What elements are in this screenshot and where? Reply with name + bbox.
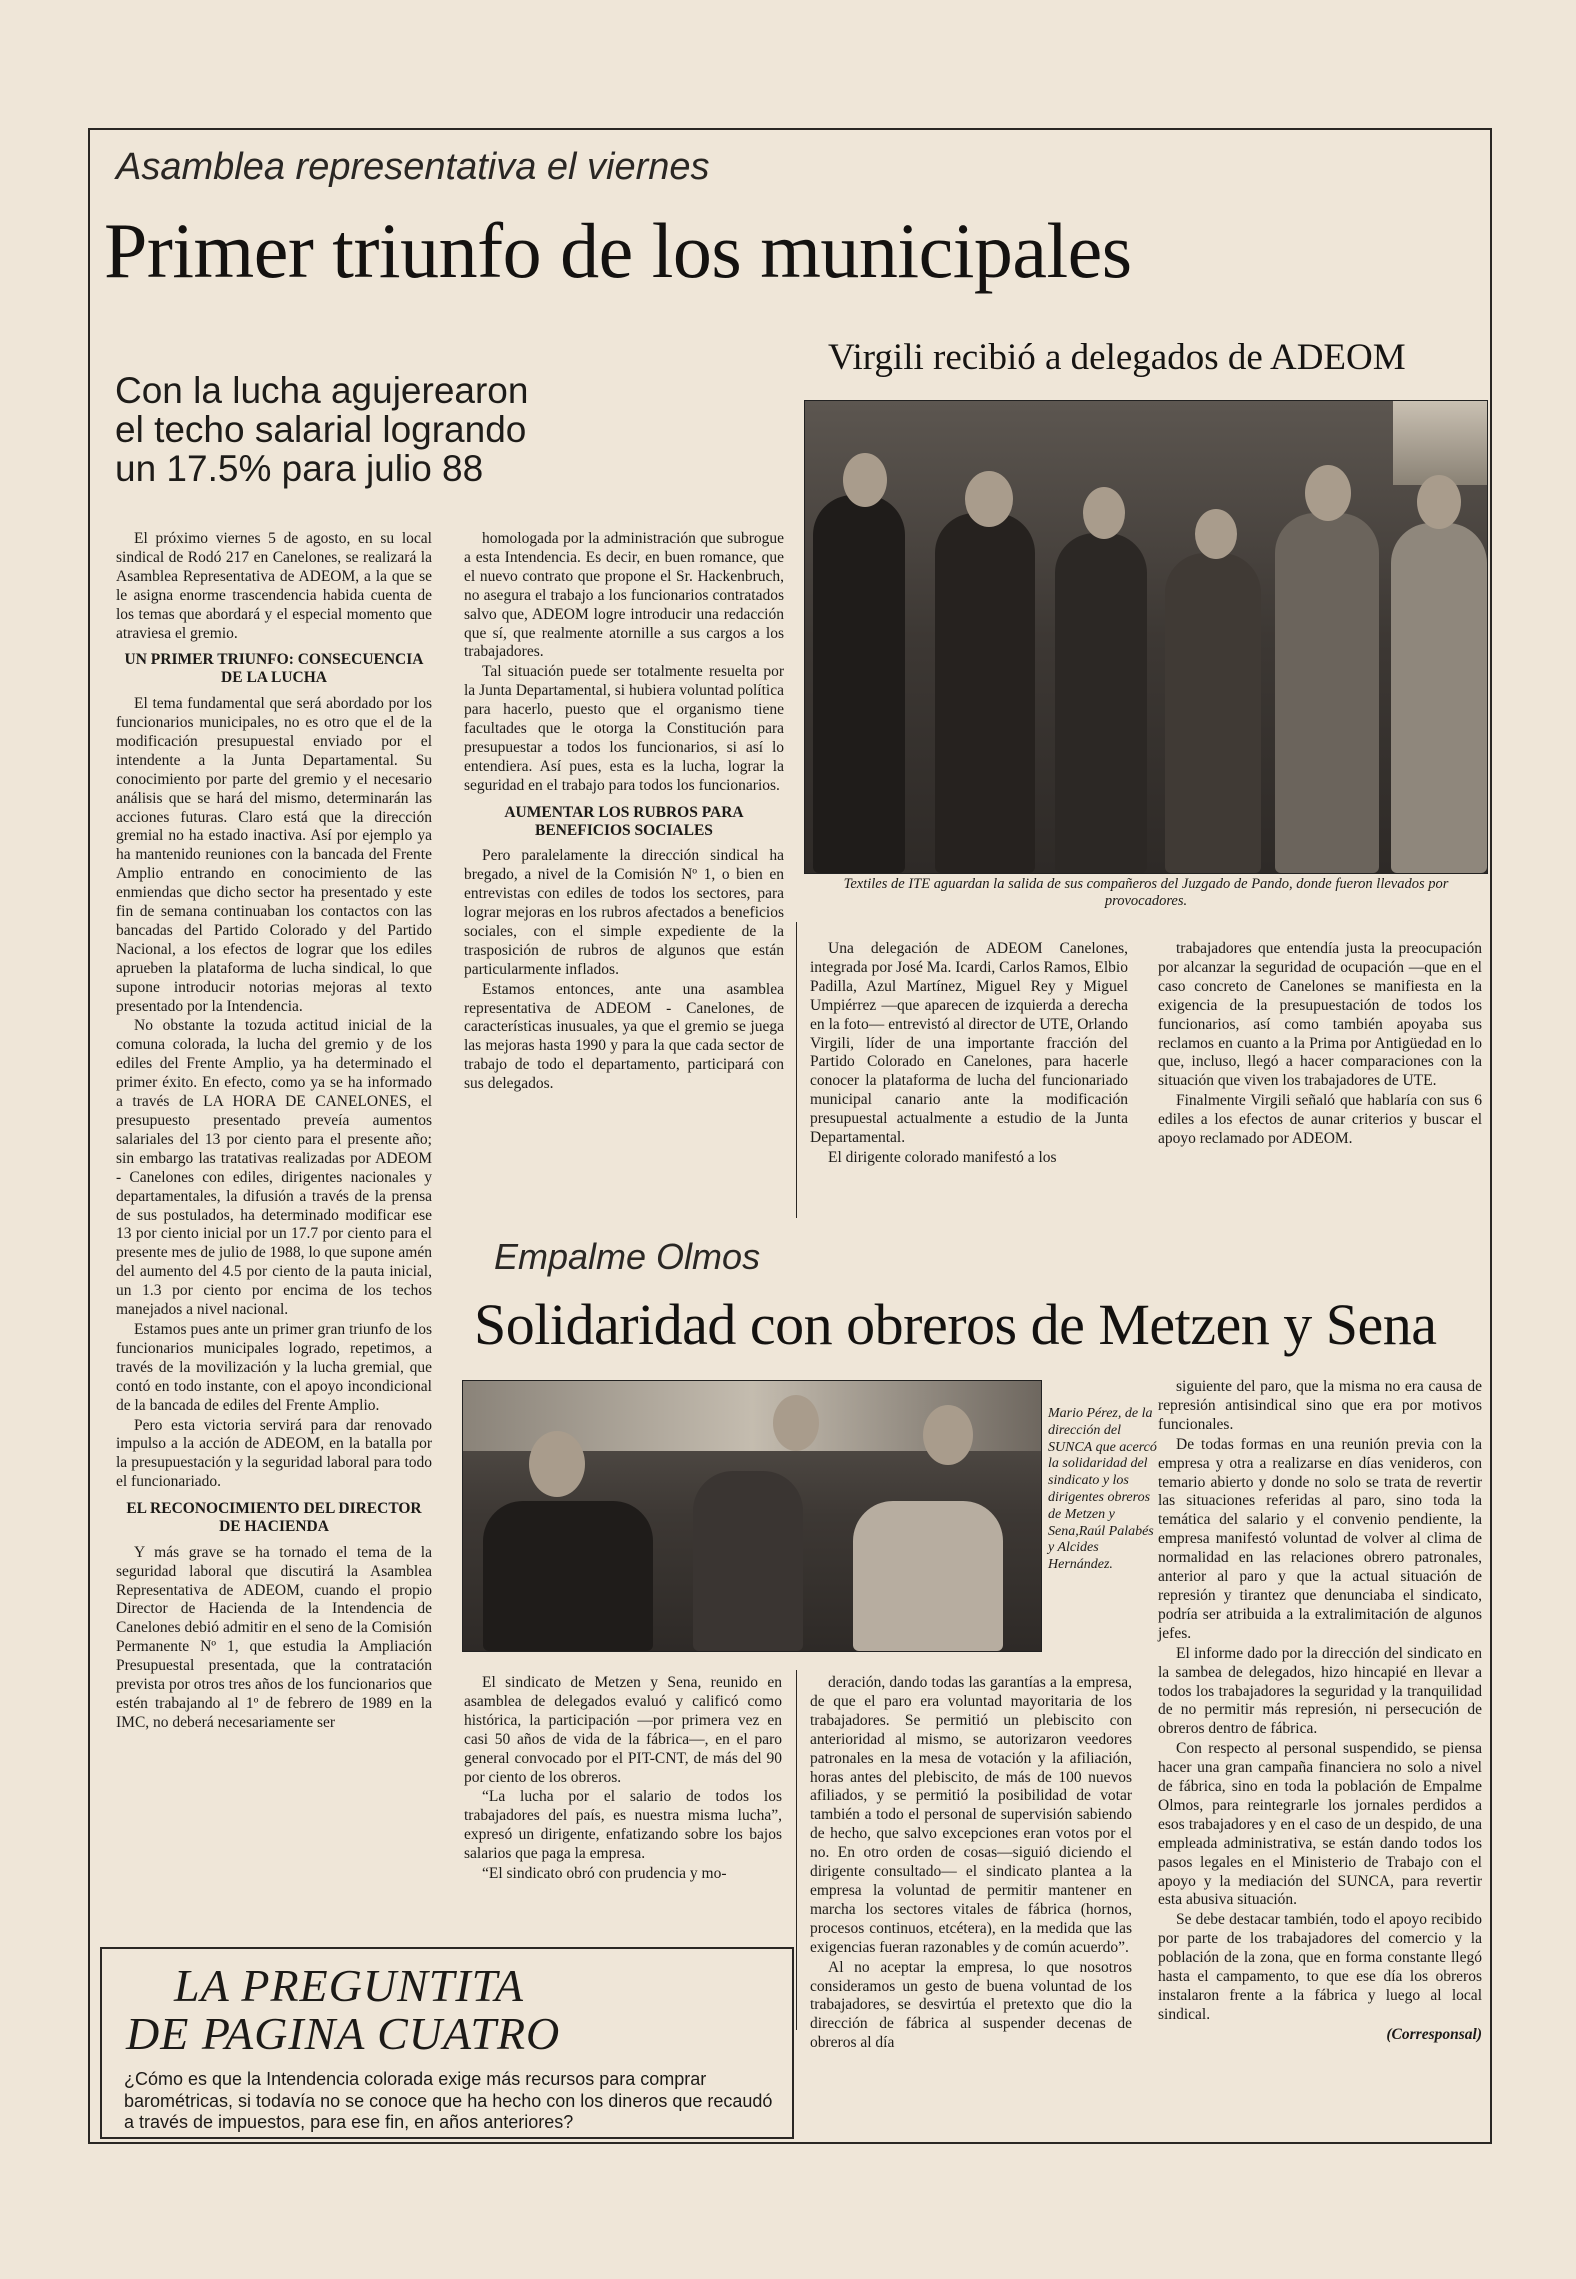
signature: (Corresponsal) [1386,2025,1482,2043]
paragraph: “La lucha por el salario de todos los trabajadores del país, es nuestra misma lucha”, expresó un dirigente, enfatizando sobre los bajos salarios que paga la empresa. [464,1788,782,1863]
delegation-photo [804,400,1488,874]
paragraph: El dirigente colorado manifestó a los [828,1148,1057,1166]
article2-subhead: Virgili recibió a delegados de ADEOM [828,337,1406,378]
article2-column-1 [810,940,1128,1169]
preguntita-text: ¿Cómo es que la Intendencia colorada exige más recursos para comprar barométricas, si todavía no se conoce que ha hecho con los dineros que recaudó a través de impuestos, para ese fin, en años anteriores? [124,2069,773,2133]
section-heading: EL RECONOCIMIENTO DEL DIRECTOR DE HACIENDA [126,1500,422,1535]
paragraph: Una delegación de ADEOM Canelones, integrada por José Ma. Icardi, Carlos Ramos, Elbio Padilla, Azul Martínez, Miguel Rey y Miguel Umpiérrez —que aparecen de izquierda a derecha en la foto— entrevistó al director de UTE, Orlando Virgili, líder de una importante fracción del Partido Colorado en Canelones, para hacerle conocer la plataforma de lucha del funcionariado municipal canario ante la modificación presupuestal actualmente a estudio de la Junta Departamental. [810,940,1128,1147]
paragraph: El sindicato de Metzen y Sena, reunido en asamblea de delegados evaluó y calificó como histórica, la participación —por primera vez en casi 50 años de vida de la fábrica—, en el paro general convocado por el PIT-CNT, de más del 90 por ciento de los obreros. [464,1674,782,1786]
article3-column-2 [810,1674,1132,2054]
paragraph: No obstante la tozuda actitud inicial de la comuna colorada, la lucha del gremio y de los ediles del Frente Amplio, ya ha determinado el primer éxito. En efecto, como ya se ha informado a través de LA HORA DE CANELONES, el presupuesto presentado preveía aumentos salariales del 13 por ciento para el presente año; sin embargo las tratativas realizadas por ADEOM - Canelones con ediles, dirigentes nacionales y departamentales, la difusión a través de la prensa de sus postulados, ha determinado modificar ese 13 por ciento inicial por un 17.7 por ciento para el presente mes de julio de 1988, lo que supone amén del aumento del 4.5 por ciento de la pauta inicial, un 1.3 por ciento por encima de los techos manejados a nivel nacional. [116,1017,432,1319]
photo-caption: Textiles de ITE aguardan la salida de sus compañeros del Juzgado de Pando, donde fueron llevados por provocadores. [843,876,1449,910]
article1-column-1 [116,530,432,1734]
paragraph: Se debe destacar también, todo el apoyo recibido por parte de los trabajadores del comercio y la población de la zona, que en forma constante llegó hasta el campamento, to que ese día los obreros instalaron frente a la fábrica y luego al local sindical. [1158,1911,1482,2023]
article1-deck [115,372,715,489]
paragraph: trabajadores que entendía justa la preocupación por alcanzar la seguridad de ocupación —que en el caso concreto de Canelones se manifiesta en la exigencia de la presupuestación de todos los funcionarios, así como también apoyaba sus reclamos en cuanto a la Prima por Antigüedad en lo que, incluso, llegó a hacer comparaciones con la situación que viven los trabajadores de UTE. [1158,940,1482,1090]
preguntita-title-line2: DE PAGINA CUATRO [126,2008,561,2059]
article3-column-3 [1158,1378,1482,2045]
paragraph: De todas formas en una reunión previa con la empresa y otra a realizarse en días venideros, con temario abierto y donde no solo se trata de revertir las situaciones referidas al paro, sino toda la temática del salario y el convenio pendiente, la empresa manifestó voluntad de volver al clima de normalidad en las relaciones obrero patronales, anterior al paro y que la actual situación de represión y tirantez que denunciaba el sindicato, podría ser atribuida a la extralimitación de algunos jefes. [1158,1435,1482,1642]
column-rule [796,1670,797,2030]
paragraph: Y más grave se ha tornado el tema de la seguridad laboral que discutirá la Asamblea Representativa de ADEOM, cuando el propio Director de Hacienda de la Intendencia de Canelones debió admitir en el seno de la Comisión Permanente Nº 1, que estudia la Ampliación Presupuestal presentada, que la contratación prevista por otros tres años de los funcionarios que estén trabajando al 1º de febrero de 1989 en la IMC, no deberá necesariamente ser [116,1543,432,1731]
paragraph: Al no aceptar la empresa, lo que nosotros consideramos un gesto de buena voluntad de los trabajadores, se desvirtúa el pretexto que dio la dirección de fábrica al suspender decenas de obreros al día [810,1958,1132,2052]
paragraph: El tema fundamental que será abordado por los funcionarios municipales, no es otro que el de la modificación presupuestal enviado por el intendente a la Junta Departamental. Su conocimiento por parte del gremio y el necesario análisis que se hará del mismo, determinarán las acciones futuras. Claro está que la dirección gremial no ha estado inactiva. Así por ejemplo ya ha mantenido reuniones con la bancada del Frente Amplio entrando en conocimiento de las enmiendas que dicho sector ha presentado y este fin de semana continuaban los contactos con las bancadas del Partido Colorado y del Partido Nacional, a los efectos de lograr que los ediles aprueben la plataforma de lucha sindical, lo que supone introducir notorias mejoras al texto presentado por la Intendencia. [116,695,432,1015]
deck-line: el techo salarial logrando [115,408,527,450]
deck-line: Con la lucha agujerearon [115,370,529,411]
paragraph: Finalmente Virgili señaló que hablaría con sus 6 ediles a los efectos de aunar criterios y buscar el apoyo reclamado por ADEOM. [1158,1092,1482,1148]
paragraph: El informe dado por la dirección del sindicato en la sambea de delegados, hizo hincapié en llevar a todos los trabajadores la seguridad y la tranquilidad de no permitir más represión, ni persecución de obreros dentro de fábrica. [1158,1644,1482,1738]
paragraph: homologada por la administración que subrogue a esta Intendencia. Es decir, en buen romance, que el nuevo contrato que propone el Sr. Hackenbruch, no asegura el trabajo a los funcionarios contratados salvo que, ADEOM logre introducir una redacción que sí, que realmente atornille a sus cargos a los trabajadores. [464,530,784,661]
paragraph: “El sindicato obró con prudencia y mo- [482,1865,727,1883]
paragraph: El próximo viernes 5 de agosto, en su local sindical de Rodó 217 en Canelones, se realizará la Asamblea Representativa de ADEOM, a la que se le asigna enorme trascendencia habida cuenta de los temas que abordará y el especial momento que atraviesa el gremio. [116,530,432,642]
article3-column-1 [464,1674,782,1885]
column-rule [796,922,797,1218]
article1-kicker: Asamblea representativa el viernes [116,146,710,188]
paragraph: Tal situación puede ser totalmente resuelta por la Junta Departamental, si hubiera voluntad política para hacerlo, puesto que el organismo tiene facultades que le otorga la Constitución para presupuestar a todos los funcionarios, si así lo entendiera. Así pues, esta es la lucha, lograr la seguridad en el trabajo para todos los funcionarios. [464,663,784,794]
article3-headline: Solidaridad con obreros de Metzen y Sena [474,1292,1437,1357]
paragraph: Con respecto al personal suspendido, se piensa hacer una gran campaña financiera no solo a nivel de fábrica, sino en toda la población de Empalme Olmos, para reintegrarle los jornales perdidos a esos trabajadores y en el caso de un despido, de una empleada administrativa, se están dando todos los pasos legales en el Ministerio de Trabajo con el apoyo y la mediación del SUNCA, para revertir esta abusiva situación. [1158,1740,1482,1909]
sunca-photo [462,1380,1042,1652]
deck-line: un 17.5% para julio 88 [115,447,484,489]
paragraph: siguiente del paro, que la misma no era causa de represión antisindical sino que era por motivos funcionales. [1158,1378,1482,1433]
paragraph: Estamos entonces, ante una asamblea representativa de ADEOM - Canelones, de características inusuales, ya que el gremio se juega las mejoras hasta 1990 y para la que cada sector de trabajo de todo el departamento, participará con sus delegados. [464,980,784,1093]
article1-column-2 [464,530,784,1095]
section-heading: AUMENTAR LOS RUBROS PARA BENEFICIOS SOCIALES [504,803,744,839]
article1-headline: Primer triunfo de los municipales [104,207,1132,294]
preguntita-title-line1: LA PREGUNTITA [174,1960,524,2011]
paragraph: Estamos pues ante un primer gran triunfo de los funcionarios municipales logrado, repetimos, a través de la movilización y la lucha gremial, que contó en todo instante, con el apoyo incondicional de la bancada de ediles del Frente Amplio. [116,1320,432,1414]
preguntita-box [100,1947,794,2139]
paragraph: deración, dando todas las garantías a la empresa, de que el paro era voluntad mayoritaria de los trabajadores. Se permitió un plebiscito con anterioridad al mismo, se autorizaron veedores patronales en la mesa de votación y la afiliación, horas antes del plebiscito, de más de 100 nuevos afiliados, y se permitió la posibilidad de votar también a todo el personal de supervisión sabiendo de hecho, que salvo excepciones eran votos por el no. En otro orden de cosas—siguió diciendo el dirigente consultado— el sindicato plantea a la empresa la voluntad de permitir mantener en marcha los sectores vitales de fábrica (hornos, procesos continuos, etcétera), en la medida que las exigencias fueran razonables y de común acuerdo”. [810,1674,1132,1956]
article2-column-2 [1158,940,1482,1150]
section-heading: UN PRIMER TRIUNFO: CONSECUENCIA DE LA LUCHA [124,651,424,687]
paragraph: Pero paralelamente la dirección sindical ha bregado, a nivel de la Comisión Nº 1, o bien en entrevistas con ediles de todos los sectores, para lograr mejoras en los rubros afectados a beneficios sociales, con el simple expediente de la trasposición de rubros de algunos que están particularmente inflados. [464,847,784,978]
paragraph: Pero esta victoria servirá para dar renovado impulso a la acción de ADEOM, en la batalla por la presupuestación y la seguridad laboral para todo el funcionariado. [116,1416,432,1491]
sunca-photo-caption: Mario Pérez, de la dirección del SUNCA que acercó la solidaridad del sindicato y los dirigentes obreros de Metzen y Sena,Raúl Palabés y Alcides Hernández. [1048,1406,1157,1573]
article3-kicker: Empalme Olmos [494,1236,761,1277]
